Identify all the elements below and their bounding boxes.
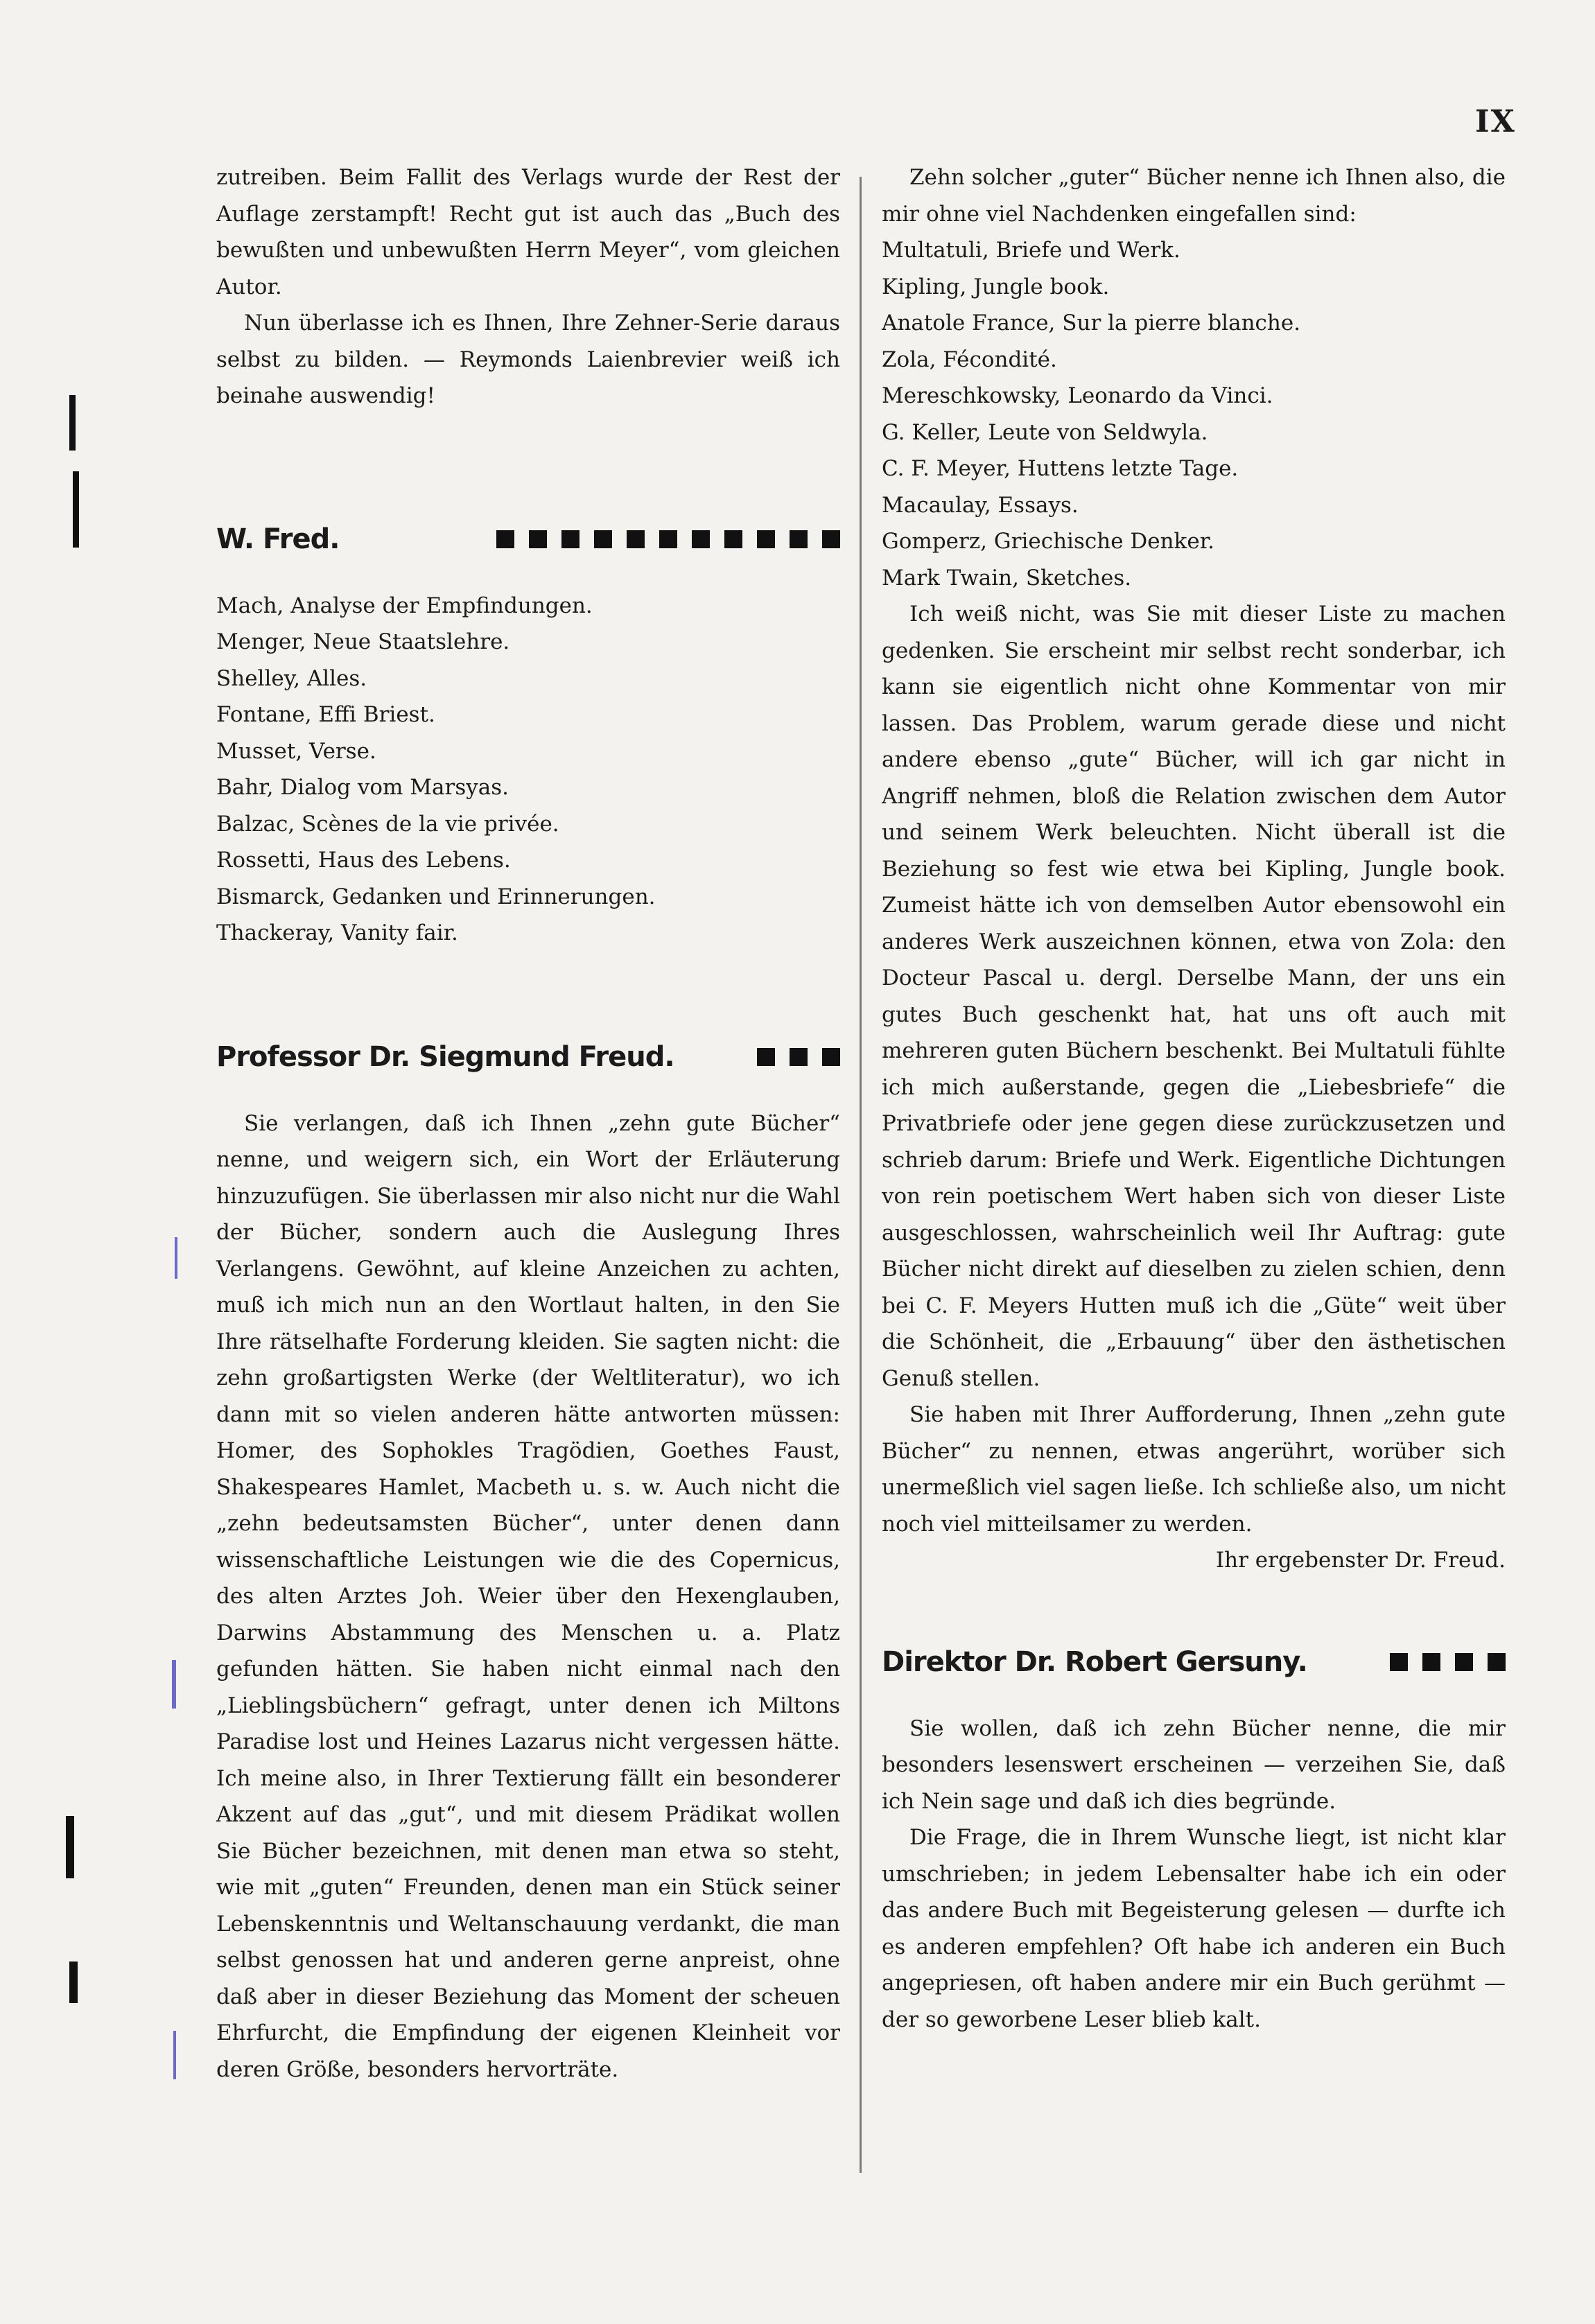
book-item: Gomperz, Griechische Denker. bbox=[882, 529, 1214, 554]
section-heading bbox=[216, 518, 840, 560]
ornament-square bbox=[1455, 1653, 1473, 1671]
book-item: C. F. Meyer, Huttens letzte Tage. bbox=[882, 456, 1239, 481]
ornament-square bbox=[496, 530, 514, 548]
section-heading bbox=[882, 1641, 1506, 1683]
book-item: Musset, Verse. bbox=[216, 738, 376, 764]
margin-mark bbox=[73, 471, 79, 548]
book-item: Rossetti, Haus des Lebens. bbox=[216, 848, 511, 873]
signature: Ihr ergebenster Dr. Freud. bbox=[1215, 1548, 1506, 1573]
page-number: IX bbox=[1475, 104, 1516, 139]
margin-mark bbox=[69, 1962, 78, 2003]
book-item: Mach, Analyse der Empfindungen. bbox=[216, 593, 593, 618]
margin-mark bbox=[69, 395, 76, 451]
heading-ornament bbox=[757, 1048, 840, 1066]
heading-text: Direktor Dr. Robert Gersuny. bbox=[882, 1645, 1307, 1678]
margin-mark bbox=[66, 1816, 74, 1878]
ornament-square bbox=[757, 530, 775, 548]
intro-paragraph: zutreiben. Beim Fallit des Verlags wurde der Rest der Auflage zerstampft! Recht gut ist auch das „Buch des bewußten und unbewußten Herrn Meyer“, vom gleichen Autor. bbox=[216, 165, 840, 299]
ornament-square bbox=[724, 530, 742, 548]
freud-list-intro: Zehn solcher „guter“ Bücher nenne ich Ihnen also, die mir ohne viel Nachdenken eingefallen sind: bbox=[882, 165, 1506, 227]
intro-paragraph: Nun überlasse ich es Ihnen, Ihre Zehner-Serie daraus selbst zu bilden. — Reymonds Laienbrevier weiß ich beinahe auswendig! bbox=[216, 311, 840, 408]
ornament-square bbox=[790, 1048, 808, 1066]
ornament-square bbox=[692, 530, 710, 548]
pen-mark bbox=[172, 1660, 176, 1709]
book-item: Zola, Fécondité. bbox=[882, 347, 1057, 372]
ornament-square bbox=[561, 530, 579, 548]
book-item: Fontane, Effi Briest. bbox=[216, 702, 435, 727]
book-list bbox=[216, 588, 840, 952]
pen-mark bbox=[175, 1237, 177, 1279]
book-item: Macaulay, Essays. bbox=[882, 492, 1079, 518]
gersuny-paragraph: Sie wollen, daß ich zehn Bücher nenne, die mir besonders lesenswert erscheinen — verzeihen Sie, daß ich Nein sage und daß ich dies begründe. bbox=[882, 1715, 1506, 1814]
freud-continuation bbox=[882, 159, 1506, 1579]
section-heading bbox=[216, 1036, 840, 1078]
book-item: Anatole France, Sur la pierre blanche. bbox=[882, 311, 1301, 335]
left-column bbox=[216, 159, 840, 2088]
book-item: G. Keller, Leute von Seldwyla. bbox=[882, 419, 1208, 445]
book-item: Multatuli, Briefe und Werk. bbox=[882, 238, 1180, 263]
book-item: Thackeray, Vanity fair. bbox=[216, 920, 458, 945]
freud-paragraph: Sie haben mit Ihrer Aufforderung, Ihnen „zehn gute Bücher“ zu nennen, etwas angerührt, worüber sich unermeßlich viel sagen ließe. Ich schließe also, um nicht noch viel mitteilsamer zu werden. bbox=[882, 1402, 1506, 1537]
section-fred bbox=[216, 518, 840, 952]
book-item: Menger, Neue Staatslehre. bbox=[216, 629, 510, 654]
freud-paragraph: Ich weiß nicht, was Sie mit dieser Liste zu machen gedenken. Sie erscheint mir selbst recht sonderbar, ich kann sie eigentlich nicht ohne Kommentar von mir lassen. Das Problem, warum gerade diese und nicht andere ebenso „gute“ Bücher, will ich gar nicht in Angriff nehmen, bloß die Relation zwischen dem Autor und seinem Werk beleuchten. Nicht überall ist die Beziehung so fest wie etwa bei Kipling, Jungle book. Zumeist hätte ich von demselben Autor ebensowohl ein anderes Werk auszeichnen können, etwa von Zola: den Docteur Pascal u. dergl. Derselbe Mann, der uns ein gutes Buch geschenkt hat, hat uns oft auch mit mehreren guten Büchern beschenkt. Bei Multatuli fühlte ich mich außerstande, gegen die „Liebesbriefe“ die Privatbriefe oder jene gegen diese zurückzusetzen und schrieb darum: Briefe und Werk. Eigentliche Dichtungen von rein poetischem Wert haben sich von dieser Liste ausgeschlossen, wahrscheinlich weil Ihr Auftrag: gute Bücher nicht direkt auf dieselben zu zielen schien, denn bei C. F. Meyers Hutten muß ich die „Güte“ weit über die Schönheit, die „Erbauung“ über den ästhetischen Genuß stellen. bbox=[882, 602, 1506, 1391]
column-divider bbox=[860, 177, 862, 2173]
ornament-square bbox=[1390, 1653, 1408, 1671]
heading-ornament bbox=[1390, 1653, 1506, 1671]
book-item: Shelley, Alles. bbox=[216, 665, 367, 691]
ornament-square bbox=[822, 1048, 840, 1066]
gersuny-paragraph: Die Frage, die in Ihrem Wunsche liegt, ist nicht klar umschrieben; in jedem Lebensalter habe ich ein oder das andere Buch mit Begeisterung gelesen — durfte ich es anderen empfehlen? Oft habe ich anderen ein Buch angepriesen, oft haben andere mir ein Buch gerühmt — der so geworbene Leser blieb kalt. bbox=[882, 1825, 1506, 2032]
ornament-square bbox=[790, 530, 808, 548]
heading-text: W. Fred. bbox=[216, 523, 340, 555]
heading-text: Professor Dr. Siegmund Freud. bbox=[216, 1040, 674, 1073]
book-item: Kipling, Jungle book. bbox=[882, 274, 1110, 299]
heading-ornament bbox=[496, 530, 840, 548]
ornament-square bbox=[594, 530, 612, 548]
ornament-square bbox=[822, 530, 840, 548]
ornament-square bbox=[529, 530, 547, 548]
book-item: Mereschkowsky, Leonardo da Vinci. bbox=[882, 383, 1273, 408]
ornament-square bbox=[627, 530, 645, 548]
intro-block bbox=[216, 159, 840, 414]
ornament-square bbox=[1488, 1653, 1506, 1671]
book-item: Bismarck, Gedanken und Erinnerungen. bbox=[216, 884, 656, 909]
ornament-square bbox=[1422, 1653, 1440, 1671]
freud-paragraph: Sie verlangen, daß ich Ihnen „zehn gute Bücher“ nenne, und weigern sich, ein Wort der Erläuterung hinzuzufügen. Sie überlassen mir also nicht nur die Wahl der Bücher, sondern auch die Auslegung Ihres Verlangens. Gewöhnt, auf kleine Anzeichen zu achten, muß ich mich nun an den Wortlaut halten, in den Sie Ihre rätselhafte Forderung kleiden. Sie sagten nicht: die zehn großartigsten Werke (der Weltliteratur), wo ich dann mit so vielen anderen hätte antworten müssen: Homer, des Sophokles Tragödien, Goethes Faust, Shakespeares Hamlet, Macbeth u. s. w. Auch nicht die „zehn bedeutsamsten Bücher“, unter denen dann wissenschaftliche Leistungen wie die des Copernicus, des alten Arztes Joh. Weier über den Hexenglauben, Darwins Abstammung des Menschen u. a. Platz gefunden hätten. Sie haben nicht einmal nach den „Lieblingsbüchern“ gefragt, unter denen ich Miltons Paradise lost und Heines Lazarus nicht vergessen hätte. Ich meine also, in Ihrer Textierung fällt ein besonderer Akzent auf das „gut“, und mit diesem Prädikat wollen Sie Bücher bezeichnen, mit denen man etwa so steht, wie mit „guten“ Freunden, denen man ein Stück seiner Lebenskenntnis und Weltanschauung verdankt, die man selbst genossen hat und anderen gerne anpreist, ohne daß aber in dieser Beziehung das Moment der scheuen Ehrfurcht, die Empfindung der eigenen Kleinheit vor deren Größe, besonders hervorträte. bbox=[216, 1110, 840, 2082]
section-gersuny bbox=[882, 1641, 1506, 2038]
ornament-square bbox=[659, 530, 677, 548]
section-freud bbox=[216, 1036, 840, 2088]
pen-mark bbox=[173, 2031, 176, 2079]
right-column bbox=[882, 159, 1506, 2038]
book-item: Mark Twain, Sketches. bbox=[882, 565, 1132, 591]
book-item: Balzac, Scènes de la vie privée. bbox=[216, 811, 559, 837]
book-item: Bahr, Dialog vom Marsyas. bbox=[216, 775, 509, 800]
book-list bbox=[882, 232, 1506, 596]
ornament-square bbox=[757, 1048, 775, 1066]
